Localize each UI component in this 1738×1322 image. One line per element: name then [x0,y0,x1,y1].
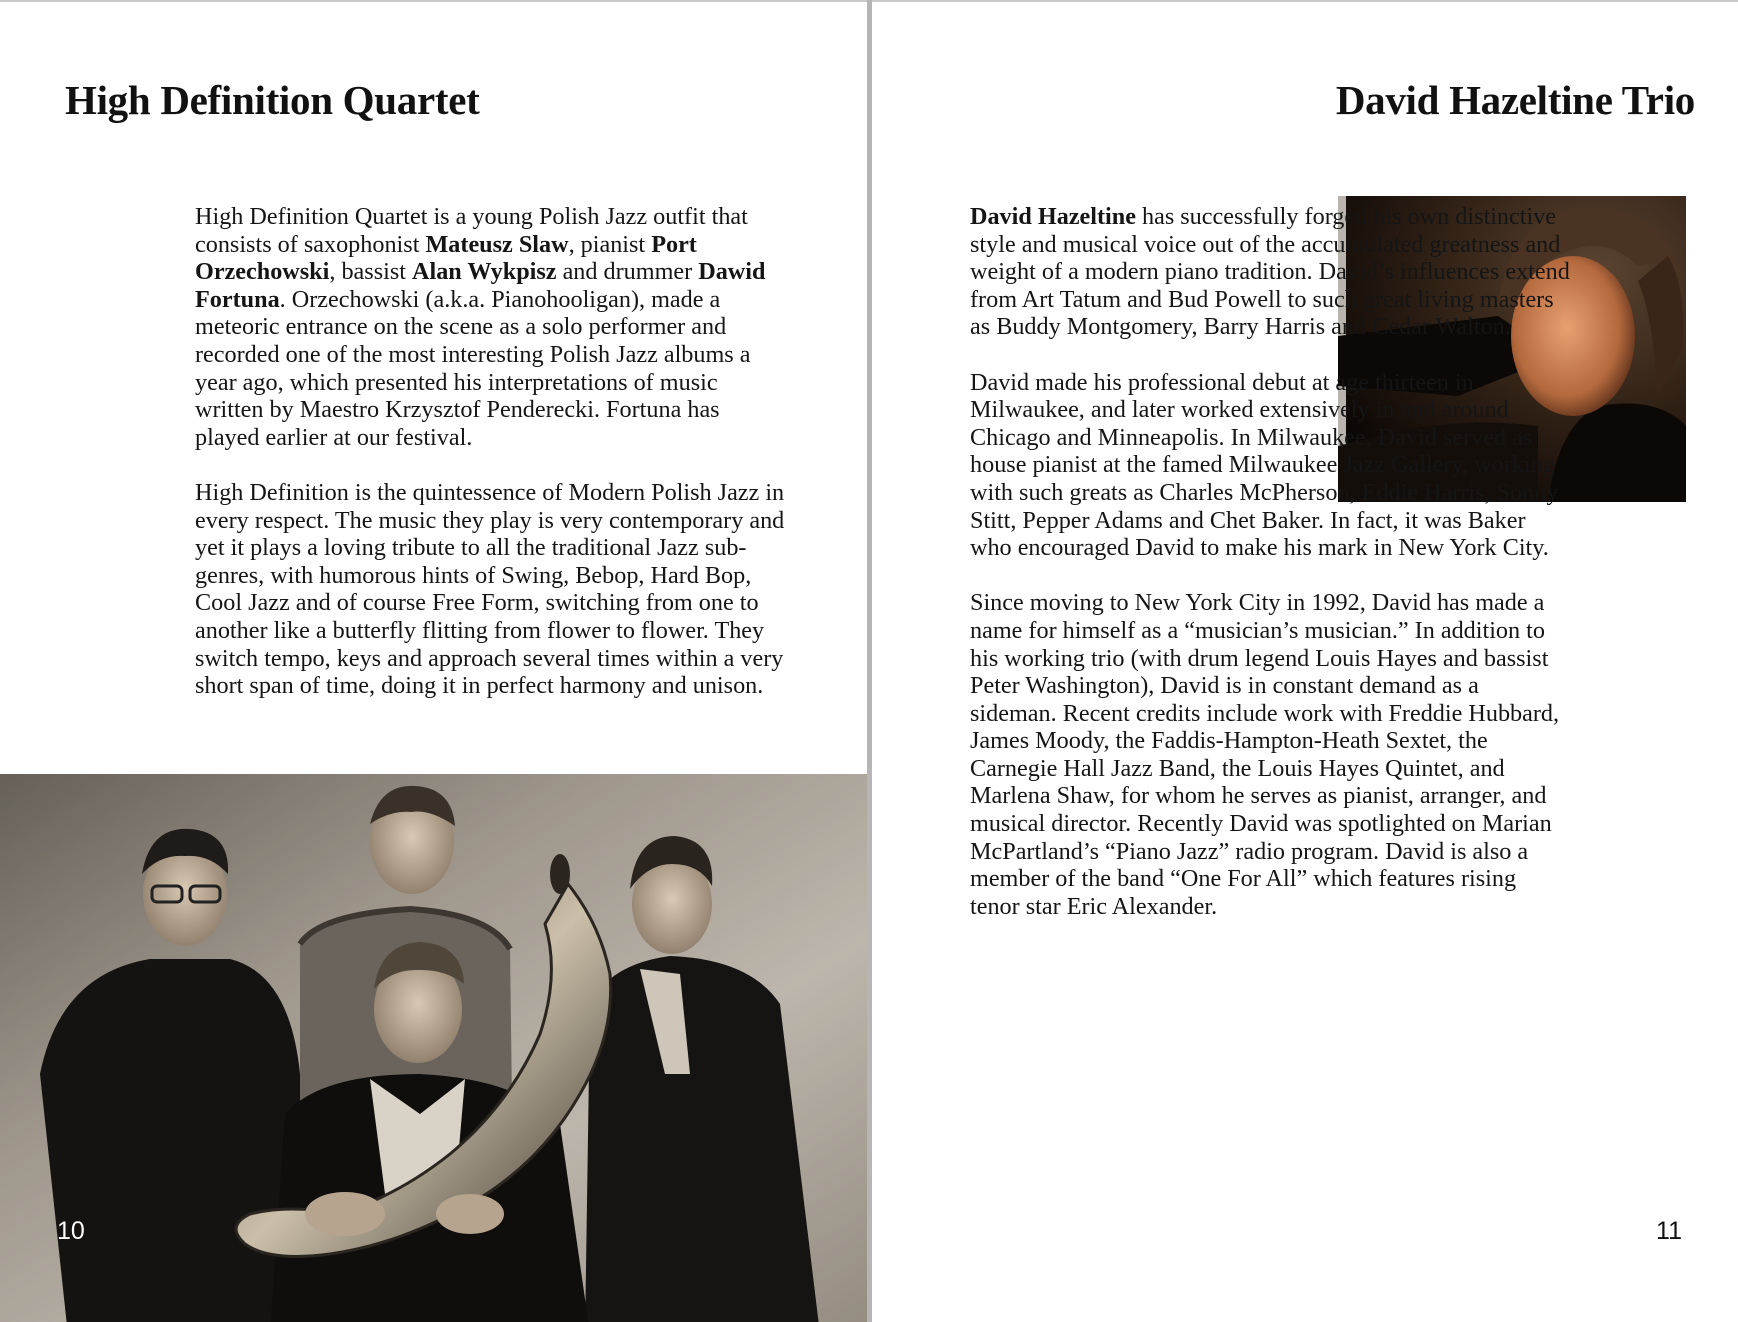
left-page [0,2,867,1322]
paragraph: David made his professional debut at age thirteen in Milwaukee, and later worked extensively in and around Chicago and Minneapolis. In Milwaukee, David served as house pianist at the famed Milwaukee Jazz Gallery, working with such greats as Charles McPherson, Eddie Harris, Sonny Stitt, Pepper Adams and Chet Baker. In fact, it was Baker who encouraged David to make his mark in New York City. [970,368,1559,562]
text-run: , bassist [329,258,413,286]
musician-name: Dawid Fortuna [195,258,766,313]
paragraph: High Definition is the quintessence of Modern Polish Jazz in every respect. The music they play is very contemporary and yet it plays a loving tribute to all the traditional Jazz sub-genres, with humorous hints of Swing, Bebop, Hard Bop, Cool Jazz and of course Free Form, switching from one to another like a butterfly flitting from flower to flower. They switch tempo, keys and approach several times within a very short span of time, doing it in perfect harmony and unison. [195,478,785,700]
article-body [970,203,1570,948]
musician-name: David Hazeltine [970,203,1136,230]
paragraph: Since moving to New York City in 1992, David has made a name for himself as a “musician’s musician.” In addition to his working trio (with drum legend Louis Hayes and bassist Peter Washington), David is in constant demand as a sideman. Recent credits include work with Freddie Hubbard, James Moody, the Faddis-Hampton-Heath Sextet, the Carnegie Hall Jazz Band, the Louis Hayes Quintet, and Marlena Shaw, for whom he serves as pianist, arranger, and musical director. Recently David was spotlighted on Marian McPartland’s “Piano Jazz” radio program. David is also a member of the band “One For All” which features rising tenor star Eric Alexander. [970,589,1560,920]
page-number: 11 [1656,1217,1682,1245]
article-body [195,203,785,727]
band-photo [0,774,867,1322]
right-page [872,2,1738,1322]
page-title: High Definition Quartet [65,77,480,123]
paragraph [195,203,785,451]
text-run: has successfully forged his own distinctive style and musical voice out of the accumulated greatness and weight of a modern piano tradition. David’s influences extend from Art Tatum and Bud Powell to such great living masters as Buddy Montgomery, Barry Harris and Cedar Walton. [970,203,1570,341]
text-run: . Orzechowski (a.k.a. Pianohooligan), made a meteoric entrance on the scene as a solo performer and recorded one of the most interesting Polish Jazz albums a year ago, which presented his interpretations of music written by Maestro Krzysztof Penderecki. Fortuna has played earlier at our festival. [195,285,751,451]
musician-name: Port Orzechowski [195,230,697,286]
page-title: David Hazeltine Trio [1335,77,1695,123]
paragraph [970,203,1570,341]
text-run: , pianist [568,230,652,258]
text-run: High Definition Quartet is a young Polish Jazz outfit that consists of saxophonist [195,203,748,258]
page-number: 10 [57,1217,85,1245]
musician-name: Alan Wykpisz [412,258,557,286]
text-run: and drummer [556,258,699,286]
musician-name: Mateusz Slaw [425,230,569,258]
photo-spacer [1600,201,1738,507]
